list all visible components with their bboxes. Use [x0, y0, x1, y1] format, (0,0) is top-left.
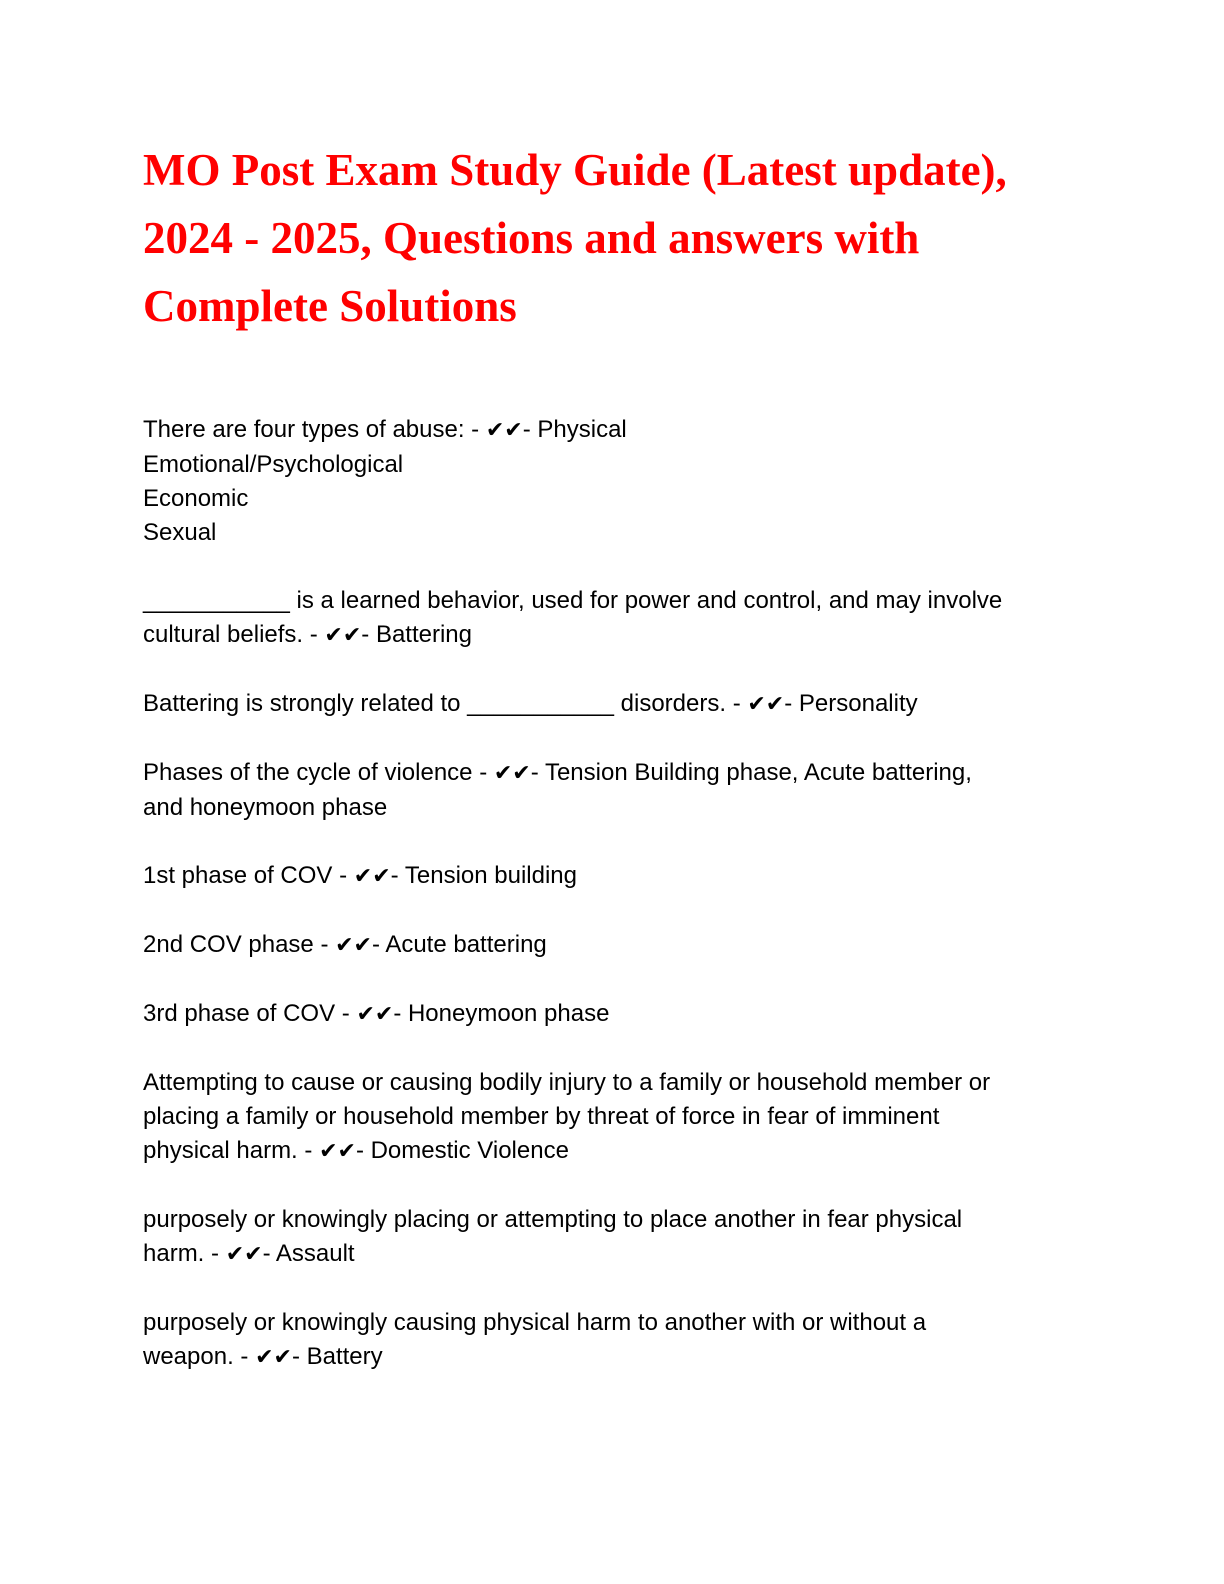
qa-line: Economic: [143, 485, 249, 512]
qa-line: purposely or knowingly causing physical harm to another with or without a: [143, 1309, 927, 1336]
double-check-icon: ✔✔: [225, 1242, 263, 1267]
qa-line: [143, 413, 1103, 448]
double-check-icon: ✔✔: [356, 1002, 394, 1027]
document-title: [143, 136, 1103, 340]
double-check-icon: ✔✔: [493, 761, 531, 786]
qa-item: [143, 756, 1103, 825]
double-check-icon: ✔✔: [324, 623, 362, 648]
double-check-icon: ✔✔: [353, 864, 391, 889]
qa-item: [143, 1203, 1103, 1272]
double-check-icon: ✔✔: [335, 933, 372, 958]
qa-line: [143, 687, 1103, 722]
title-line: 2024 - 2025, Questions and answers with: [143, 213, 920, 263]
qa-line: [143, 997, 1103, 1032]
qa-line: [143, 756, 1103, 791]
question-text: There are four types of abuse: -: [143, 416, 486, 443]
qa-item: [143, 928, 1103, 963]
qa-line: [143, 928, 1103, 963]
double-check-icon: ✔✔: [485, 418, 523, 443]
answer-text: - Physical: [522, 416, 627, 443]
qa-item: [143, 687, 1103, 722]
qa-line: purposely or knowingly placing or attempting to place another in fear physical: [143, 1206, 963, 1233]
title-line: MO Post Exam Study Guide (Latest update),: [143, 145, 1007, 195]
qa-line: [143, 1237, 1103, 1272]
qa-line: [143, 1134, 1103, 1169]
answer-text: - Battery: [291, 1343, 383, 1370]
answer-text: - Battering: [361, 621, 472, 648]
question-text: 3rd phase of COV -: [143, 1000, 357, 1027]
qa-line: Sexual: [143, 519, 217, 546]
question-text: weapon. -: [143, 1343, 256, 1370]
question-text: 2nd COV phase -: [143, 931, 336, 958]
qa-line: and honeymoon phase: [143, 794, 388, 821]
qa-item: [143, 1306, 1103, 1375]
qa-line: Emotional/Psychological: [143, 451, 404, 478]
qa-line: ___________ is a learned behavior, used for power and control, and may involve: [143, 587, 1003, 614]
double-check-icon: ✔✔: [255, 1345, 292, 1370]
answer-text: - Assault: [262, 1240, 355, 1267]
answer-text: - Tension building: [390, 862, 577, 889]
title-line: Complete Solutions: [143, 281, 517, 331]
answer-text: - Honeymoon phase: [393, 1000, 610, 1027]
answer-text: - Acute battering: [371, 931, 547, 958]
qa-item: [143, 413, 1103, 550]
question-text: physical harm. -: [143, 1137, 320, 1164]
qa-line: Attempting to cause or causing bodily injury to a family or household member or: [143, 1069, 991, 1096]
question-text: 1st phase of COV -: [143, 862, 354, 889]
qa-list: [143, 413, 1103, 1409]
qa-line: [143, 618, 1103, 653]
qa-line: placing a family or household member by threat of force in fear of imminent: [143, 1103, 940, 1130]
answer-text: - Domestic Violence: [355, 1137, 569, 1164]
qa-line: [143, 1340, 1103, 1375]
qa-item: [143, 1066, 1103, 1169]
question-text: harm. -: [143, 1240, 226, 1267]
double-check-icon: ✔✔: [319, 1139, 356, 1164]
qa-item: [143, 584, 1103, 653]
answer-text: - Personality: [784, 690, 918, 717]
answer-text: - Tension Building phase, Acute battering,: [530, 759, 972, 786]
question-text: Battering is strongly related to ___________ disorders. -: [143, 690, 748, 717]
question-text: cultural beliefs. -: [143, 621, 325, 648]
qa-item: [143, 997, 1103, 1032]
qa-item: [143, 859, 1103, 894]
double-check-icon: ✔✔: [747, 692, 785, 717]
qa-line: [143, 859, 1103, 894]
question-text: Phases of the cycle of violence -: [143, 759, 494, 786]
